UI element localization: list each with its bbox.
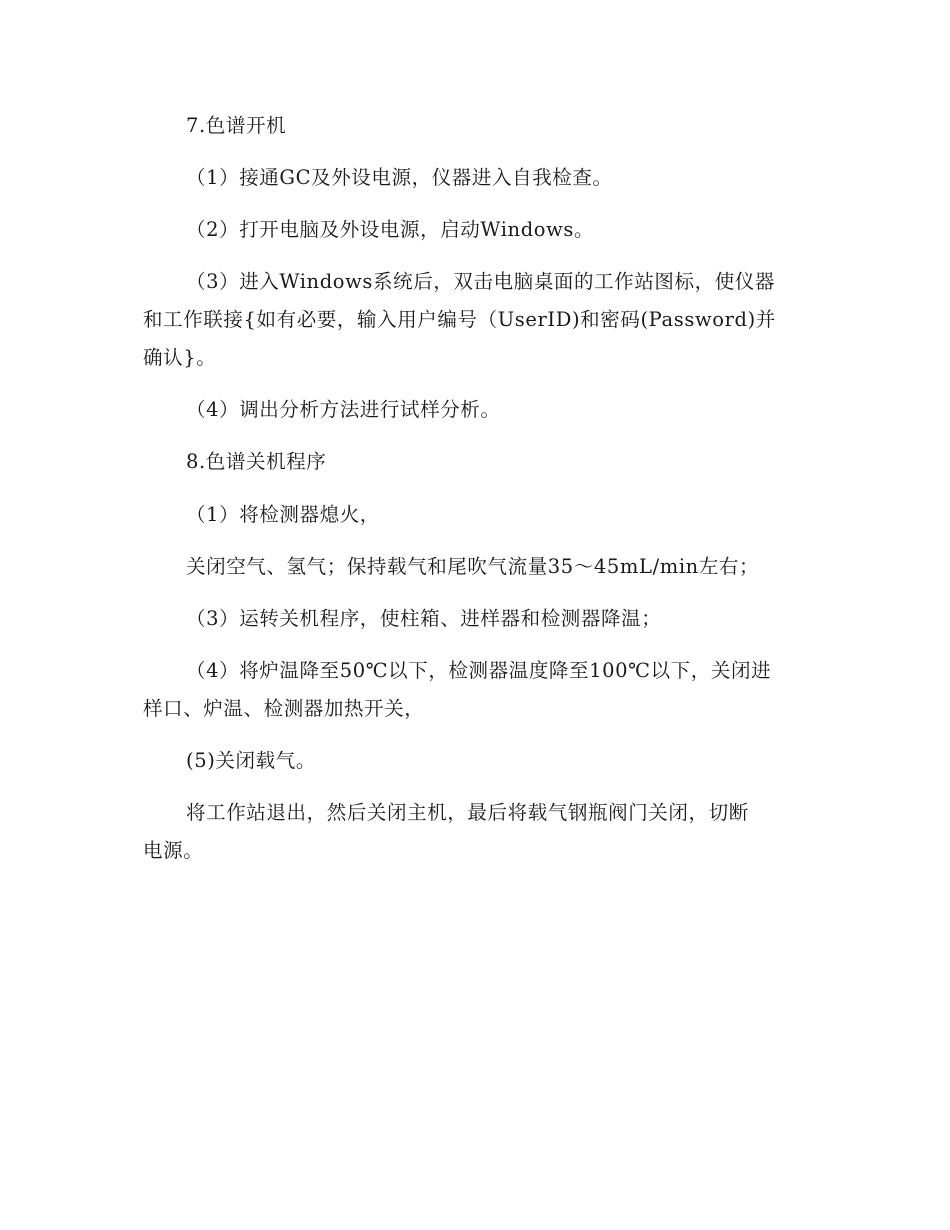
section-heading-shutdown: 8.色谱关机程序 <box>186 450 327 473</box>
startup-step-1: （1）接通GC及外设电源，仪器进入自我检查。 <box>186 166 613 189</box>
shutdown-step-5: (5)关闭载气。 <box>186 749 316 772</box>
startup-step-2: （2）打开电脑及外设电源，启动Windows。 <box>186 218 595 241</box>
closing-paragraph-line-1: 将工作站退出，然后关闭主机，最后将载气钢瓶阀门关闭，切断 <box>186 801 749 824</box>
startup-step-4: （4）调出分析方法进行试样分析。 <box>186 398 501 421</box>
section-heading-startup: 7.色谱开机 <box>186 114 287 137</box>
startup-step-3-line-1: （3）进入Windows系统后，双击电脑桌面的工作站图标，使仪器 <box>186 270 776 293</box>
shutdown-step-3: （3）运转关机程序，使柱箱、进样器和检测器降温； <box>186 607 662 630</box>
shutdown-step-1-continued: 关闭空气、氢气；保持载气和尾吹气流量35～45mL/min左右； <box>186 555 760 578</box>
shutdown-step-4-line-2: 样口、炉温、检测器加热开关， <box>143 697 425 720</box>
closing-paragraph-line-2: 电源。 <box>143 839 204 862</box>
startup-step-3-line-2: 和工作联接{如有必要，输入用户编号（UserID)和密码(Password)并 <box>143 308 776 331</box>
startup-step-3-line-3: 确认}。 <box>143 346 217 369</box>
shutdown-step-1: （1）将检测器熄火， <box>186 503 380 526</box>
shutdown-step-4-line-1: （4）将炉温降至50℃以下，检测器温度降至100℃以下，关闭进 <box>186 659 772 682</box>
